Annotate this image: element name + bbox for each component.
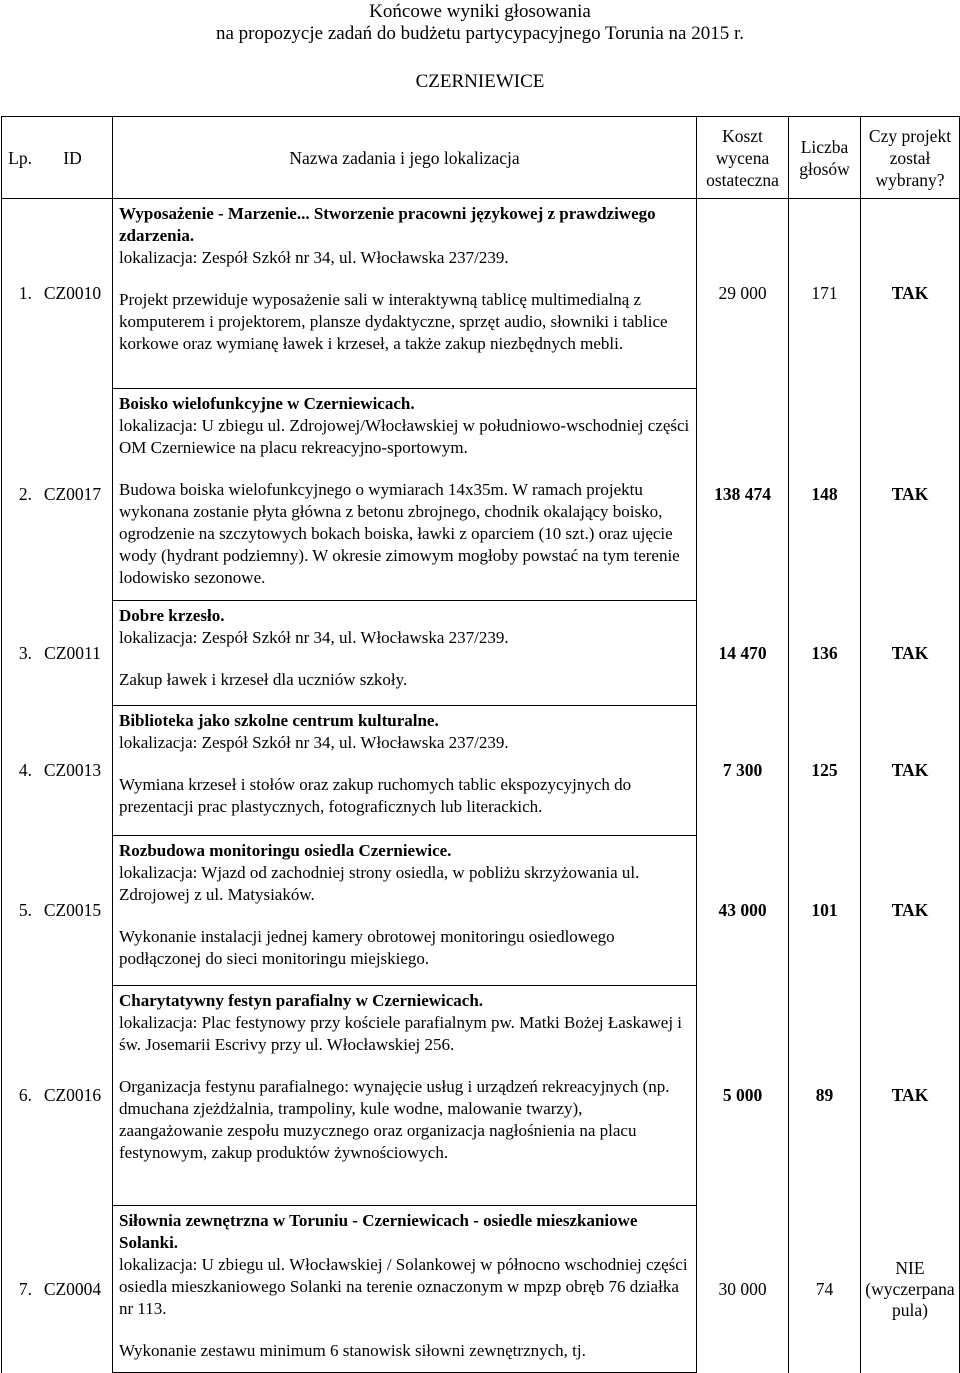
table-row — [2, 706, 960, 836]
row-votes: 171 — [789, 199, 861, 389]
table-row — [2, 1206, 960, 1373]
task-description: Projekt przewiduje wyposażenie sali w interaktywną tablicę multimedialną z komputerem i projektorem, plansze dydaktyczne, sprzęt audio, słowniki i tablice korkowe oraz wymianę ławek i krzeseł, a także zakup niezbędnych mebli. — [119, 290, 668, 353]
row-cost: 14 470 — [697, 601, 789, 706]
header-votes-line1: Liczba — [800, 136, 849, 157]
table-row — [2, 601, 960, 706]
header-id: ID — [33, 117, 113, 199]
row-id: CZ0015 — [33, 836, 113, 986]
task-title: Charytatywny festyn parafialny w Czerniewicach. — [119, 991, 484, 1010]
row-cost: 7 300 — [697, 706, 789, 836]
header-lp: Lp. — [2, 117, 33, 199]
task-location: lokalizacja: U zbiegu ul. Zdrojowej/Włocławskiej w południowo-wschodniej części OM Czerniewice na placu rekreacyjno-sportowym. — [119, 416, 690, 457]
row-votes: 89 — [789, 986, 861, 1206]
row-cost: 43 000 — [697, 836, 789, 986]
task-title: Biblioteka jako szkolne centrum kulturalne. — [119, 711, 439, 730]
header-chosen-line2: został — [889, 147, 931, 168]
row-id: CZ0016 — [33, 986, 113, 1206]
row-task — [113, 836, 697, 986]
row-chosen: TAK — [861, 601, 960, 706]
row-lp: 5. — [2, 836, 33, 986]
row-chosen: TAK — [861, 389, 960, 601]
row-task — [113, 706, 697, 836]
row-chosen: TAK — [861, 706, 960, 836]
row-lp: 3. — [2, 601, 33, 706]
row-id: CZ0011 — [33, 601, 113, 706]
row-id: CZ0017 — [33, 389, 113, 601]
row-chosen: TAK — [861, 986, 960, 1206]
header-chosen — [861, 117, 960, 199]
header-cost-line1: Koszt — [722, 125, 763, 146]
header-votes-line2: głosów — [799, 158, 850, 179]
task-description: Zakup ławek i krzeseł dla uczniów szkoły. — [119, 670, 408, 689]
task-description: Organizacja festynu parafialnego: wynajęcie usług i urządzeń rekreacyjnych (np. dmuchana zjeżdżalnia, trampoliny, kule wodne, malowanie twarzy), zaangażowanie zespołu muzycznego oraz organizacja nagłośnienia na placu festynowym, zakup produktów żywnościowych. — [119, 1077, 670, 1162]
row-cost: 30 000 — [697, 1206, 789, 1373]
district-heading: CZERNIEWICE — [415, 71, 545, 92]
task-location: lokalizacja: Zespół Szkół nr 34, ul. Włocławska 237/239. — [119, 733, 509, 752]
task-location: lokalizacja: Zespół Szkół nr 34, ul. Włocławska 237/239. — [119, 628, 509, 647]
row-cost: 138 474 — [697, 389, 789, 601]
header-chosen-line1: Czy projekt — [868, 125, 952, 146]
task-title: Rozbudowa monitoringu osiedla Czerniewice. — [119, 841, 452, 860]
row-lp: 2. — [2, 389, 33, 601]
header-cost-line2: wycena — [715, 147, 770, 168]
row-task — [113, 986, 697, 1206]
row-votes: 125 — [789, 706, 861, 836]
row-votes: 74 — [789, 1206, 861, 1373]
task-location: lokalizacja: U zbiegu ul. Włocławskiej / Solankowej w północno wschodniej części osiedla mieszkaniowego Solanki na terenie oznaczonym w mpzp obręb 76 działka nr 113. — [119, 1255, 688, 1318]
header-cost — [697, 117, 789, 199]
row-id: CZ0004 — [33, 1206, 113, 1373]
task-description: Wykonanie zestawu minimum 6 stanowisk siłowni zewnętrznych, tj. — [119, 1341, 586, 1360]
header-votes — [789, 117, 861, 199]
header-cost-line3: ostateczna — [706, 169, 779, 190]
table-row — [2, 199, 960, 389]
row-cost: 29 000 — [697, 199, 789, 389]
row-chosen: TAK — [861, 199, 960, 389]
row-lp: 4. — [2, 706, 33, 836]
task-title: Dobre krzesło. — [119, 606, 225, 625]
row-task — [113, 1206, 697, 1373]
task-location: lokalizacja: Wjazd od zachodniej strony osiedla, w pobliżu skrzyżowania ul. Zdrojowej z ul. Matysiaków. — [119, 863, 640, 904]
header-chosen-line3: wybrany? — [875, 169, 945, 190]
task-location: lokalizacja: Plac festynowy przy kościele parafialnym pw. Matki Bożej Łaskawej i św. Josemarii Escrivy przy ul. Włocławskiej 256. — [119, 1013, 683, 1054]
row-lp: 1. — [2, 199, 33, 389]
task-title: Boisko wielofunkcyjne w Czerniewicach. — [119, 394, 415, 413]
task-description: Wymiana krzeseł i stołów oraz zakup ruchomych tablic ekspozycyjnych do prezentacji prac plastycznych, fotograficznych lub literackich. — [119, 775, 632, 816]
header-name: Nazwa zadania i jego lokalizacja — [113, 117, 697, 199]
table-row — [2, 986, 960, 1206]
table-header-row — [2, 117, 960, 199]
row-id: CZ0010 — [33, 199, 113, 389]
row-votes: 148 — [789, 389, 861, 601]
task-description: Wykonanie instalacji jednej kamery obrotowej monitoringu osiedlowego podłączonej do sieci monitoringu miejskiego. — [119, 927, 615, 968]
row-task — [113, 389, 697, 601]
task-title: Siłownia zewnętrzna w Toruniu - Czerniewicach - osiedle mieszkaniowe Solanki. — [119, 1211, 638, 1252]
row-lp: 7. — [2, 1206, 33, 1373]
document-title-line1: Końcowe wyniki głosowania — [369, 1, 591, 22]
row-votes: 136 — [789, 601, 861, 706]
row-lp: 6. — [2, 986, 33, 1206]
table-row — [2, 836, 960, 986]
task-title: Wyposażenie - Marzenie... Stworzenie pracowni językowej z prawdziwego zdarzenia. — [119, 204, 656, 245]
table-row — [2, 389, 960, 601]
row-task — [113, 601, 697, 706]
row-id: CZ0013 — [33, 706, 113, 836]
row-chosen: NIE (wyczerpana pula) — [861, 1206, 960, 1373]
task-description: Budowa boiska wielofunkcyjnego o wymiarach 14x35m. W ramach projektu wykonana zostanie płyta główna z betonu zbrojnego, chodnik okalający boisko, ogrodzenie na szczytowych bokach boiska, ławki z oparciem (10 szt.) oraz ujęcie wody (hydrant podziemny). W okresie zimowym mogłoby powstać na tym terenie lodowisko sezonowe. — [119, 480, 680, 587]
row-cost: 5 000 — [697, 986, 789, 1206]
document-title-line2: na propozycje zadań do budżetu partycypacyjnego Torunia na 2015 r. — [215, 23, 745, 44]
voting-results-table — [1, 116, 960, 1373]
row-chosen: TAK — [861, 836, 960, 986]
row-votes: 101 — [789, 836, 861, 986]
task-location: lokalizacja: Zespół Szkół nr 34, ul. Włocławska 237/239. — [119, 248, 509, 267]
row-task — [113, 199, 697, 389]
